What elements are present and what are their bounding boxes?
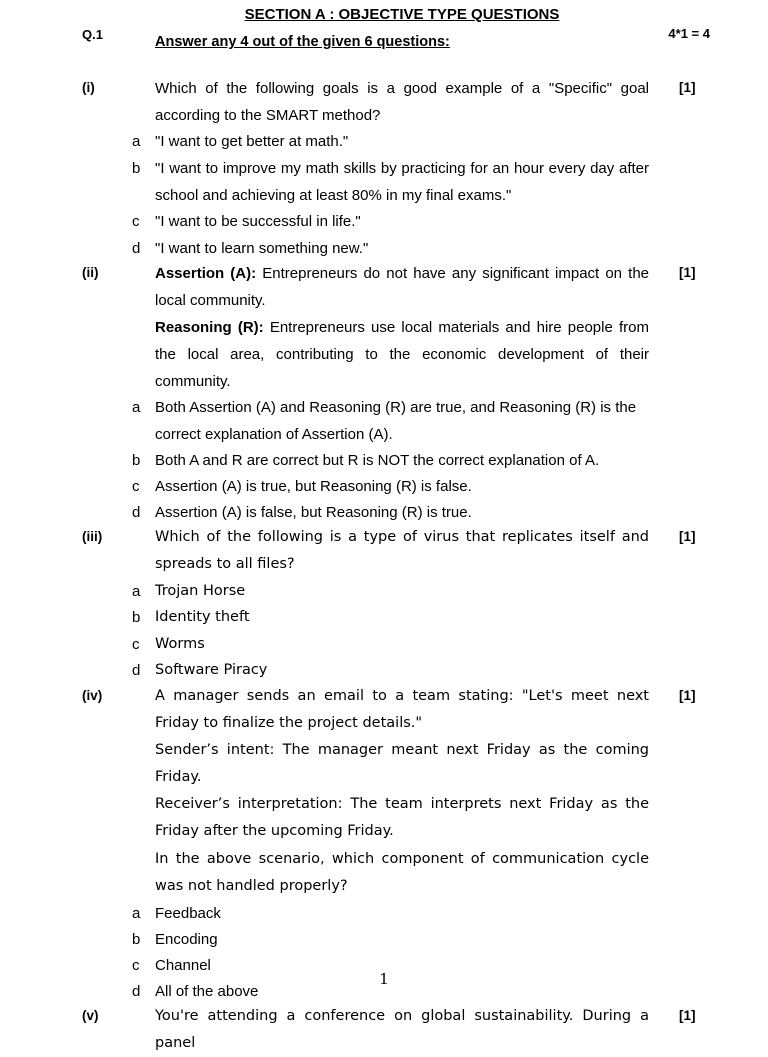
option-text: Encoding bbox=[155, 931, 218, 948]
question-marks: [1] bbox=[679, 80, 696, 95]
option-letter: d bbox=[132, 504, 141, 521]
option-letter: c bbox=[132, 636, 140, 653]
assertion-label: Assertion (A): bbox=[155, 265, 257, 282]
option-letter: c bbox=[132, 957, 140, 974]
reasoning-text: Entrepreneurs use local materials and hire people from the local area, contributing to the economic development of their community. bbox=[155, 319, 649, 390]
assertion-text: Entrepreneurs do not have any significant impact on the local community. bbox=[155, 265, 650, 309]
option-text: "I want to be successful in life." bbox=[155, 213, 361, 230]
option-text: "I want to get better at math." bbox=[155, 133, 349, 150]
question-marks: [1] bbox=[679, 688, 696, 703]
option-text: Assertion (A) is false, but Reasoning (R) is true. bbox=[155, 504, 472, 521]
question-text: Which of the following is a type of virus that replicates itself and spreads to all files? bbox=[155, 529, 649, 572]
option-letter: b bbox=[132, 160, 141, 177]
option-text: Both Assertion (A) and Reasoning (R) are true, and Reasoning (R) is the correct explanation of Assertion (A). bbox=[155, 399, 637, 443]
instruction: Answer any 4 out of the given 6 questions: bbox=[155, 34, 450, 50]
question-roman: (ii) bbox=[82, 265, 99, 280]
option-text: Identity theft bbox=[155, 609, 250, 625]
section-title: SECTION A : OBJECTIVE TYPE QUESTIONS bbox=[244, 6, 560, 23]
reasoning-label: Reasoning (R): bbox=[155, 319, 264, 336]
option-text: "I want to improve my math skills by practicing for an hour every day after school and achieving at least 80% in my final exams." bbox=[155, 160, 649, 204]
question-marks: [1] bbox=[679, 529, 696, 544]
question-text: You're attending a conference on global sustainability. During a panel bbox=[155, 1008, 649, 1051]
option-letter: c bbox=[132, 213, 140, 230]
question-roman: (iv) bbox=[82, 688, 103, 703]
option-text: Feedback bbox=[155, 905, 221, 922]
reasoning-paragraph bbox=[155, 314, 649, 395]
question-marks: [1] bbox=[679, 1008, 696, 1023]
option-letter: c bbox=[132, 478, 140, 495]
option-text: Both A and R are correct but R is NOT the correct explanation of A. bbox=[155, 452, 600, 469]
question-text: Which of the following goals is a good example of a "Specific" goal according to the SMART method? bbox=[155, 80, 649, 124]
question-roman: (i) bbox=[82, 80, 95, 95]
question-roman: (v) bbox=[82, 1008, 99, 1023]
option-letter: a bbox=[132, 583, 141, 600]
assertion-paragraph bbox=[155, 260, 649, 314]
option-text: Assertion (A) is true, but Reasoning (R) is false. bbox=[155, 478, 472, 495]
option-text: Software Piracy bbox=[155, 662, 268, 678]
option-letter: b bbox=[132, 452, 141, 469]
option-letter: a bbox=[132, 905, 141, 922]
option-letter: d bbox=[132, 662, 141, 679]
total-marks: 4*1 = 4 bbox=[668, 26, 710, 41]
option-letter: d bbox=[132, 983, 141, 1000]
question-marks: [1] bbox=[679, 265, 696, 280]
receiver-interpretation: Receiver’s interpretation: The team interprets next Friday as the Friday after the upcoming Friday. bbox=[155, 796, 649, 839]
sender-intent: Sender’s intent: The manager meant next Friday as the coming Friday. bbox=[155, 742, 649, 785]
option-letter: b bbox=[132, 609, 141, 626]
option-text: "I want to learn something new." bbox=[155, 240, 369, 257]
page-number: 1 bbox=[379, 970, 389, 988]
option-text: All of the above bbox=[155, 983, 259, 1000]
option-text: Worms bbox=[155, 636, 205, 652]
option-letter: a bbox=[132, 399, 141, 416]
option-letter: b bbox=[132, 931, 141, 948]
option-letter: a bbox=[132, 133, 141, 150]
option-letter: d bbox=[132, 240, 141, 257]
question-prompt: In the above scenario, which component of communication cycle was not handled properly? bbox=[155, 851, 649, 894]
question-text: A manager sends an email to a team stating: "Let's meet next Friday to finalize the project details." bbox=[155, 688, 649, 731]
option-text: Channel bbox=[155, 957, 211, 974]
question-roman: (iii) bbox=[82, 529, 103, 544]
question-number: Q.1 bbox=[82, 27, 103, 42]
option-text: Trojan Horse bbox=[155, 583, 246, 599]
